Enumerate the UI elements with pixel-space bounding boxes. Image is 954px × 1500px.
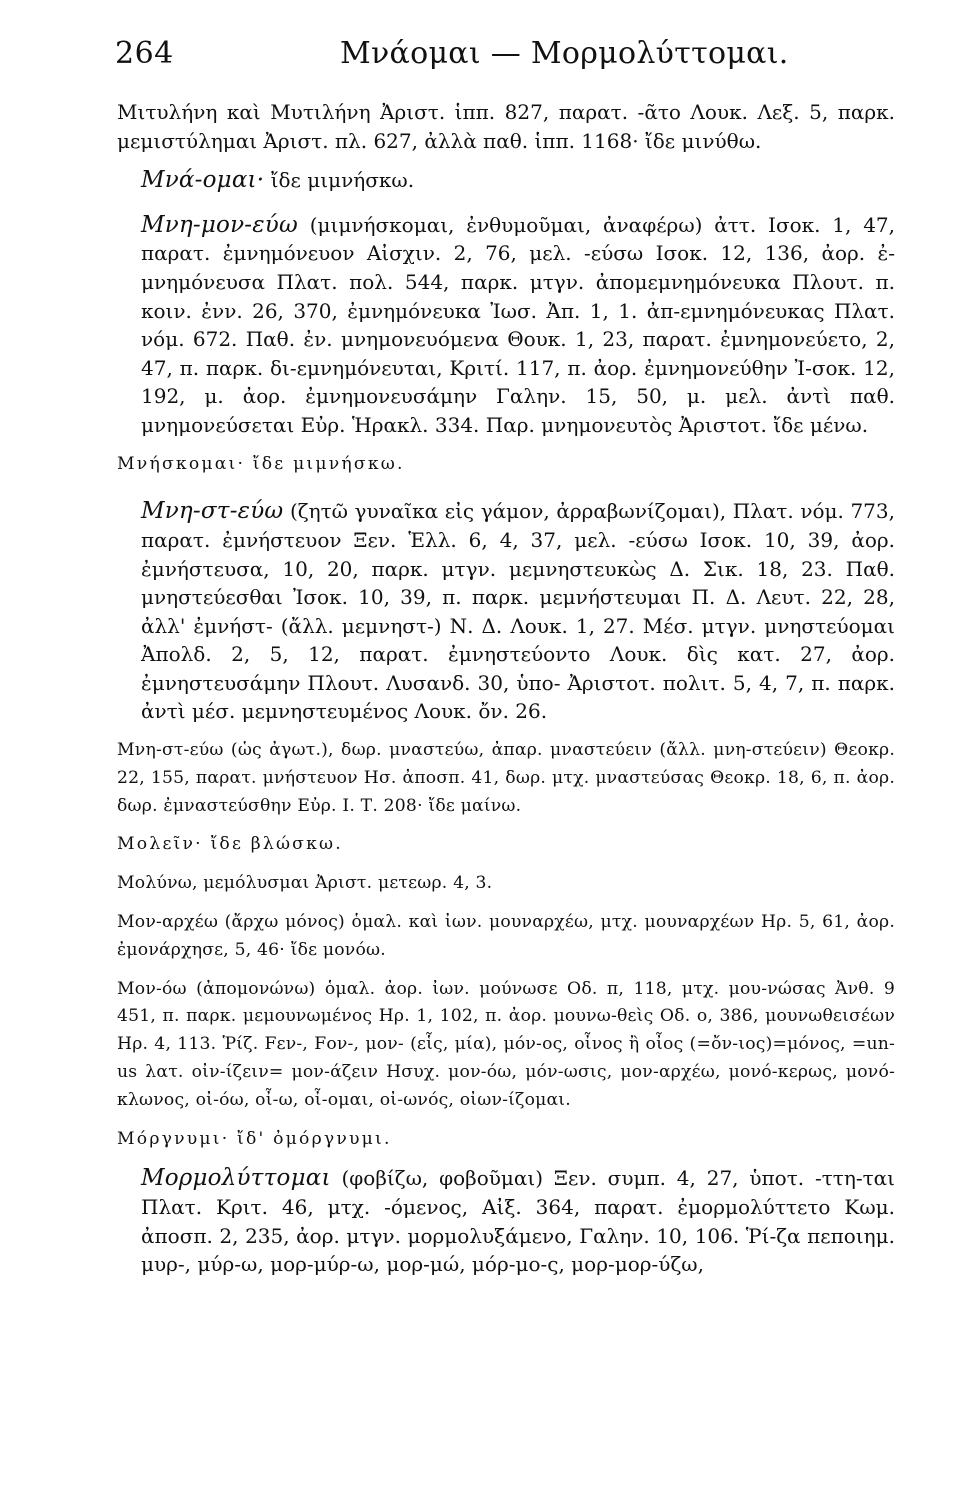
entry-headword: Μνη-στ-εύω	[141, 498, 284, 525]
entry-text: (μιμνήσκομαι, ἐνθυμοῦμαι, ἀναφέρω) ἀττ. Ισοκ. 1, 47, παρατ. ἐμνημόνευον Αἰσχιν. 2, 76, μελ. -εύσω Ισοκ. 12, 136, ἀορ. ἐ-μνημόνευσα Πλατ. πολ. 544, παρκ. μτγν. ἀπομεμνημόνευκα Πλουτ. π. κοιν. ἐνν. 26, 370, ἐμνημόνευκα Ἰωσ. Ἀπ. 1, 1. ἀπ-εμνημόνευκας Πλατ. νόμ. 672. Παθ. ἐν. μνημονευόμενα Θουκ. 1, 23, παρατ. ἐμνημονεύετο, 2, 47, π. παρκ. δι-εμνημόνευται, Κριτί. 117, π. ἀορ. ἐμνημονεύθην Ἰ-σοκ. 12, 192, μ. ἀορ. ἐμνημονευσάμην Γαλην. 15, 50, μ. μελ. ἀντὶ παθ. μνημονεύσεται Εὐρ. Ἡρακλ. 334. Παρ. μνημονευτὸς Ἀριστοτ. ἴδε μένω.	[141, 212, 895, 437]
dictionary-entry-mnemoneuo	[117, 211, 895, 440]
dictionary-entry-mitylene	[117, 98, 895, 155]
entry-text: Μνη-στ-εύω (ὡς ἀγωτ.), δωρ. μναστεύω, ἀπαρ. μναστεύειν (ἄλλ. μνη-στεύειν) Θεοκρ. 22, 155, παρατ. μνήστευον Ησ. ἀποσπ. 41, δωρ. μτχ. μναστεύσας Θεοκρ. 18, 6, π. ἀορ. δωρ. ἐμναστεύσθην Εὐρ. Ι. Τ. 208· ἴδε μαίνω.	[117, 740, 895, 816]
entry-line	[117, 211, 895, 440]
entry-text: Μόργνυμι· ἴδ' ὀμόργνυμι.	[117, 1128, 392, 1149]
entry-text: Μον-αρχέω (ἄρχω μόνος) ὁμαλ. καὶ ἰων. μουναρχέω, μτχ. μουναρχέων Ηρ. 5, 61, ἀορ. ἐμονάρχησε, 5, 46· ἴδε μονόω.	[117, 912, 895, 960]
entry-text: (φοβίζω, φοβοῦμαι) Ξεν. συμπ. 4, 27, ὑποτ. -ττη-ται Πλατ. Κριτ. 46, μτχ. -όμενος, Αἰξ. 364, παρατ. ἐμορμολύττετο Κωμ. ἀποσπ. 2, 235, ἀορ. μτγν. μορμολυξάμενο, Γαλην. 10, 106. Ῥί-ζα πεποιημ. μυρ-, μύρ-ω, μορ-μύρ-ω, μορ-μώ, μόρ-μο-ς, μορ-μορ-ύζω,	[141, 1166, 895, 1277]
dictionary-entry-monarcheo	[117, 909, 895, 965]
entry-line	[117, 1164, 895, 1278]
dictionary-entry-monoo	[117, 976, 895, 1115]
entry-line	[117, 166, 895, 195]
entry-text: Μολύνω, μεμόλυσμαι Ἀριστ. μετεωρ. 4, 3.	[117, 873, 493, 894]
entry-text: ἴδε μιμνήσκω.	[264, 168, 415, 193]
dictionary-entry-molein	[117, 831, 895, 859]
dictionary-entry-mnaomai	[117, 166, 895, 195]
dictionary-entry-mnesteuo	[117, 497, 895, 726]
dictionary-entry-mnesteuo-poetic	[117, 737, 895, 820]
page-number: 264	[115, 36, 174, 71]
entry-text: Μιτυλήνη καὶ Μυτιλήνη Ἀριστ. ἱππ. 827, παρατ. -ᾶτο Λουκ. Λεξ. 5, παρκ. μεμιστύλημαι Ἀριστ. πλ. 627, ἀλλὰ παθ. ἱππ. 1168· ἴδε μινύθω.	[117, 100, 895, 153]
page-header	[115, 34, 900, 78]
dictionary-entry-molyno	[117, 870, 895, 898]
entry-headword: Μνά-ομαι·	[141, 167, 265, 194]
entry-line	[117, 497, 895, 726]
entry-headword: Μνη-μον-εύω	[141, 211, 298, 238]
dictionary-entry-morgnymi	[117, 1126, 895, 1154]
entry-text: Μνήσκομαι· ἴδε μιμνήσκω.	[117, 453, 405, 474]
entry-headword: Μορμολύττομαι	[141, 1165, 331, 1192]
dictionary-entry-mneskomai	[117, 451, 895, 479]
dictionary-entry-mormolyttomai	[117, 1164, 895, 1278]
running-head: Μνάομαι — Μορμολύττομαι.	[340, 36, 789, 71]
entry-text: (ζητῶ γυναῖκα εἰς γάμον, ἀρραβωνίζομαι), Πλατ. νόμ. 773, παρατ. ἐμνήστευον Ξεν. Ἑλλ. 6, 4, 37, μελ. -εύσω Ισοκ. 10, 39, ἀορ. ἐμνήστευσα, 10, 20, παρκ. μτγν. μεμνηστευκὼς Δ. Σικ. 18, 23. Παθ. μνηστεύεσθαι Ἰσοκ. 10, 39, π. παρκ. μεμνήστευμαι Π. Δ. Λευτ. 22, 28, ἀλλ' ἐμνήστ- (ἄλλ. μεμνηστ-) Ν. Δ. Λουκ. 1, 27. Μέσ. μτγν. μνηστεύομαι Ἀπολδ. 2, 5, 12, παρατ. ἐμνηστεύοντο Λουκ. δὶς κατ. 27, ἀορ. ἐμνηστευσάμην Πλουτ. Λυσανδ. 30, ὑπο- Ἀριστοτ. πολιτ. 5, 4, 7, π. παρκ. ἀντὶ μέσ. μεμνηστευμένος Λουκ. ὄν. 26.	[141, 499, 895, 724]
dictionary-text	[117, 98, 895, 1290]
entry-text: Μον-όω (ἀπομονώνω) ὁμαλ. ἀορ. ἰων. μούνωσε Οδ. π, 118, μτχ. μου-νώσας Ἀνθ. 9 451, π. παρκ. μεμουνωμένος Ηρ. 1, 102, π. ἀορ. μουνω-θεὶς Οδ. ο, 386, μουνωθεισέων Ηρ. 4, 113. Ῥίζ. Fεν-, Fον-, μον- (εἷς, μία), μόν-ος, οἶνος ἢ οἶος (=ὄν-ιος)=μόνος, =un-us λατ. οἰν-ίζειν= μον-άζειν Ησυχ. μον-όω, μόν-ωσις, μον-αρχέω, μονό-κερως, μονό-κλωνος, οἰ-όω, οἶ-ω, οἶ-ομαι, οἰ-ωνός, οἰων-ίζομαι.	[117, 978, 895, 1110]
entry-text: Μολεῖν· ἴδε βλώσκω.	[117, 834, 343, 855]
